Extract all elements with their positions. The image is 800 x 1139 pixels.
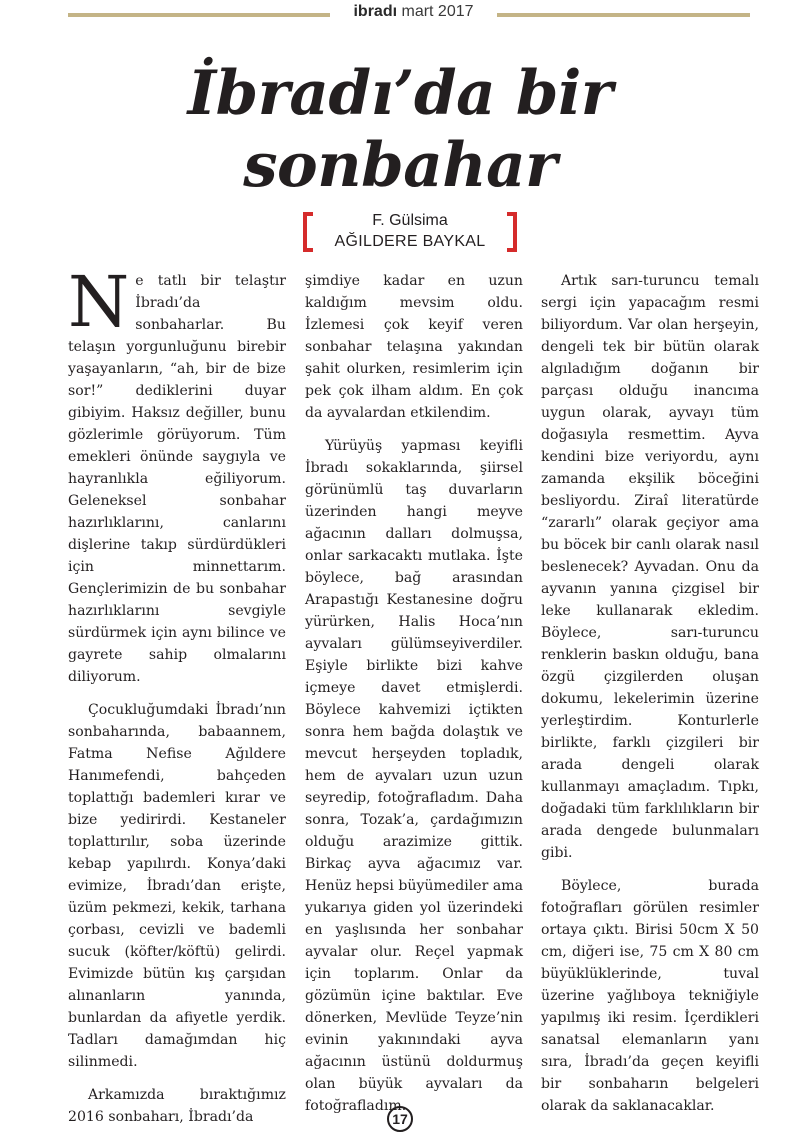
author-surname: AĞILDERE BAYKAL xyxy=(334,233,486,250)
title-line-1: İbradı’da bir xyxy=(187,58,613,129)
article-title xyxy=(0,58,800,202)
byline xyxy=(303,210,517,258)
bracket-right xyxy=(507,212,517,252)
paragraph: Yürüyüş yapması keyifli İbradı sokaklarında, şiirsel görünümlü taş duvarların üzerinden hangi meyve ağacının dalları dolmuşsa, onlar sarkacaktı mutlaka. İşte böylece, bağ arasından Arapastığı Kestanesine doğru yürürken, Halis Hoca’nın ayvaları gülümseyiverdiler. Eşiyle birlikte bizi kahve içmeye davet etmişlerdi. Böylece kahvemizi içtikten sonra hem bağda dolaştık ve mevcut herşeyden topladık, hem de ayvaları uzun uzun seyredip, fotoğrafladım. Daha sonra, Tozak’a, çardağımızın olduğu arazimize gittik. Birkaç ayva ağacımız var. Henüz hepsi büyümediler ama yukarıya giden yol üzerindeki en yaşlısında her sonbahar ayvalar olur. Reçel yapmak için toplarım. Onlar da gözümün içine baktılar. Eve dönerken, Mevlüde Teyze’nin evinin yakınındaki ayva ağacının üstünü doldurmuş olan büyük ayvaları da fotoğrafladım. xyxy=(305,438,523,1114)
magazine-name: ibradı xyxy=(353,3,398,20)
author-first-name: F. Gülsima xyxy=(372,212,448,229)
paragraph: Arkamızda bıraktığımız 2016 sonbaharı, İbradı’da xyxy=(68,1087,286,1125)
paragraph: Artık sarı-turuncu temalı sergi için yapacağım resmi biliyordum. Var olan herşeyin, dengeli tek bir bütün olarak algıladığım doğanın bir parçası olduğu inancıma uygun olarak, ayvayı tüm doğasıyla resmettim. Ayva kendini bize veriyordu, aynı zamanda ekşilik böceğini besliyordu. Ziraî literatürde “zararlı” olarak geçiyor ama bu böcek bir canlı olarak nasıl beslenecek? Ayvadan. Onu da ayvanın yanına çizgisel bir leke kullanarak ekledim. Böylece, sarı-turuncu renklerin baskın olduğu, bana özgü çizgilerden oluşan dokumu, lekelerimin üzerine yerleştirdim. Konturlerle birlikte, farklı çizgileri bir arada dengeli olarak kullanmayı amaçladım. Tıpkı, doğadaki tüm farklılıkların bir arada dengede bulunmaları gibi. xyxy=(541,273,759,861)
page-number: 17 xyxy=(387,1106,413,1132)
drop-cap: N xyxy=(68,261,130,343)
title-line-2: sonbahar xyxy=(243,130,557,201)
column-2 xyxy=(305,270,523,1128)
paragraph-text: e tatlı bir telaştır İbradı’da sonbaharlar. Bu telaşın yorgunluğunu birebir yaşayanların, “ah, bir de bize sor!” dediklerini duyar gibiyim. Haksız değiller, bunu gözlerimle görüyorum. Tüm emekleri önünde saygıyla ve hayranlıkla eğiliyorum. Geleneksel sonbahar hazırlıklarını, canlarını dişlerine takıp sürdürdükleri için minnettarım. Gençlerimizin de bu sonbahar hazırlıklarını sevgiyle sürdürmek için aynı bilince ve gayrete sahip olmalarını diliyorum. xyxy=(68,273,286,685)
column-3 xyxy=(541,270,759,1128)
paragraph: şimdiye kadar en uzun kaldığım mevsim oldu. İzlemesi çok keyif veren sonbahar telaşına yakından şahit olurken, resimlerim için pek çok ilham aldım. En çok da ayvalardan etkilendim. xyxy=(305,273,523,421)
page-header xyxy=(0,0,800,30)
header-rule-left xyxy=(68,13,330,17)
masthead xyxy=(330,3,497,21)
column-1 xyxy=(68,261,286,1139)
header-rule-right xyxy=(497,13,750,17)
paragraph xyxy=(68,261,286,688)
issue-date: mart 2017 xyxy=(401,3,474,20)
paragraph: Çocukluğumdaki İbradı’nın sonbaharında, babaannem, Fatma Nefise Ağıldere Hanımefendi, bahçeden toplattığı bademleri kırar ve bize yedirirdi. Kestaneler toplattırılır, soba üzerinde kebap yapılırdı. Konya’daki evimize, İbradı’dan erişte, üzüm pekmezi, kekik, tarhana çorbası, cevizli ve bademli sucuk (köfter/köftü) gelirdi. Evimizde bütün kış çarşıdan alınanların yanında, bunlardan da afiyetle yerdik. Tadları damağımdan hiç silinmedi. xyxy=(68,702,286,1070)
paragraph: Böylece, burada fotoğrafları görülen resimler ortaya çıktı. Birisi 50cm X 50 cm, diğeri ise, 75 cm X 80 cm büyüklüklerinde, tuval üzerine yağlıboya tekniğiyle yapılmış iki resim. İçerdikleri sanatsal elemanların yanı sıra, İbradı’da geçen keyifli bir sonbaharın belgeleri olarak da saklanacaklar. xyxy=(541,878,759,1114)
